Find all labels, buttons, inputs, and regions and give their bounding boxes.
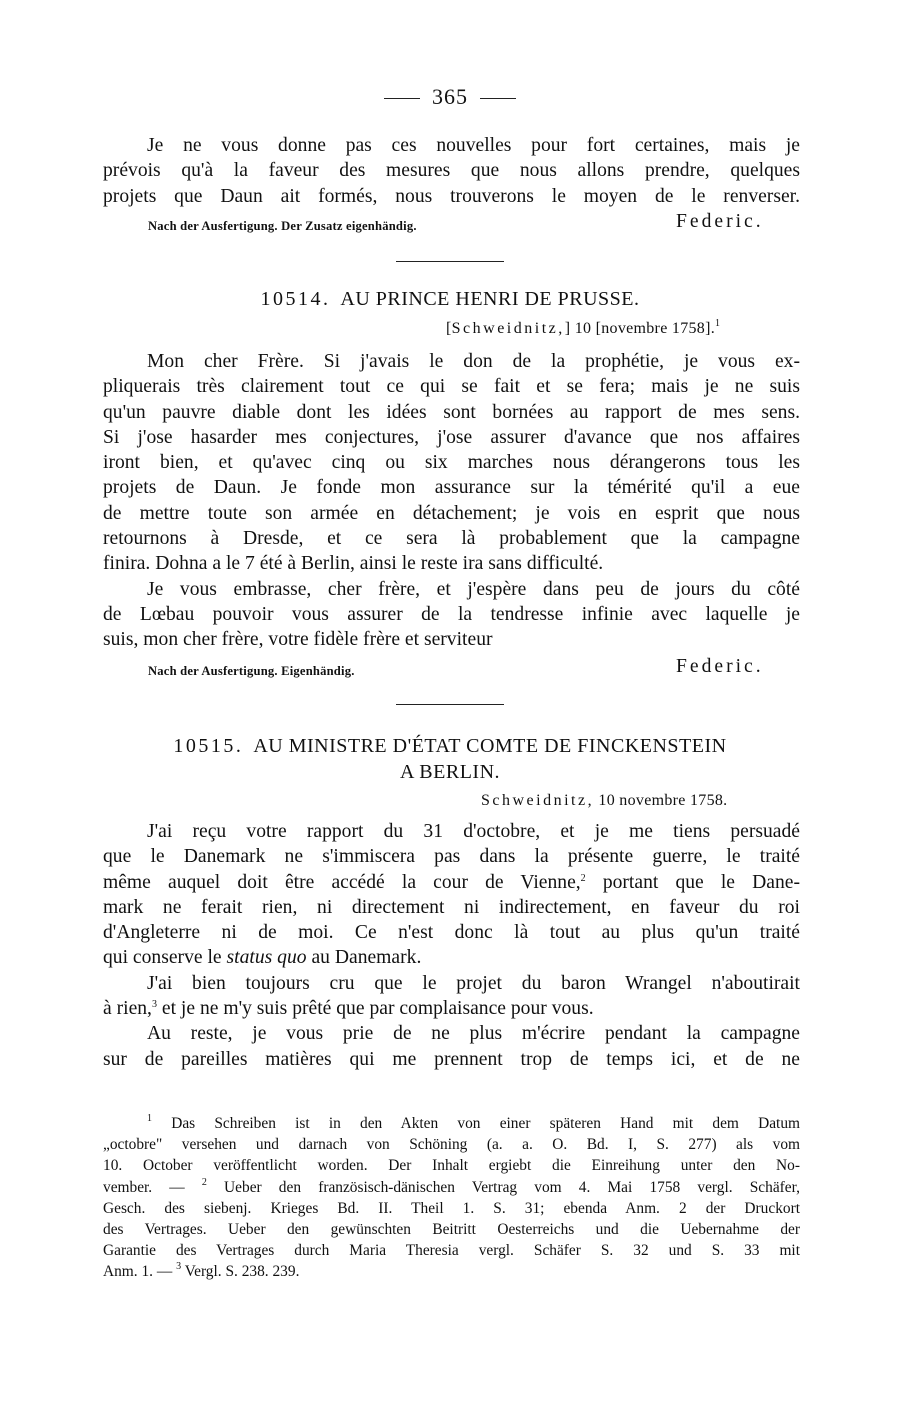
text-line: même auquel doit être accédé la cour de Vienne,$^2$ portant que le Dane- bbox=[103, 871, 800, 893]
page-number-header bbox=[0, 84, 900, 110]
footnote-line: 10. October veröffentlicht worden. Der Inhalt ergiebt die Einreihung unter den No- bbox=[103, 1157, 800, 1175]
text-line: à rien,$^3$ et je ne m'y suis prêté que par complaisance pour vous. bbox=[103, 998, 594, 1020]
text-line: J'ai reçu votre rapport du 31 d'octobre, et je me tiens persuadé bbox=[147, 821, 800, 842]
footnote-ref: 2 bbox=[580, 872, 586, 884]
page-number: 365 bbox=[432, 84, 468, 109]
text-line: sur de pareilles matières qui me prennent trop de temps ici, et de ne bbox=[103, 1048, 800, 1070]
dateline-place: Schweidnitz, bbox=[481, 792, 595, 809]
footnote-ref: 1 bbox=[715, 318, 721, 329]
text-line: mark ne ferait rien, ni directement ni indirectement, en faveur du roi bbox=[103, 896, 800, 918]
footnote-mark: 3 bbox=[176, 1261, 182, 1273]
text-line: finira. Dohna a le 7 été à Berlin, ainsi le reste ira sans difficulté. bbox=[103, 553, 604, 575]
text-line: Je vous embrasse, cher frère, et j'espère dans peu de jours du côté bbox=[147, 578, 800, 600]
text-line: projets que Daun ait formés, nous trouverons le moyen de le renverser. bbox=[103, 185, 800, 207]
italic-phrase: status quo bbox=[226, 947, 307, 969]
footnote-line: Garantie des Vertrages durch Maria Theresia vergl. Schäfer S. 32 und S. 33 mit bbox=[103, 1242, 800, 1260]
letter-heading bbox=[0, 288, 900, 311]
footnotes bbox=[103, 1113, 800, 1283]
text-line: Mon cher Frère. Si j'avais le don de la prophétie, je vous ex- bbox=[147, 351, 800, 372]
footnote-line: vember. — $^2$ Ueber den französisch-dänischen Vertrag vom 4. Mai 1758 vergl. Schäfer, bbox=[103, 1176, 800, 1196]
dateline-place: Schweidnitz, bbox=[451, 320, 565, 337]
footnote-line: Anm. 1. — $^3$ Vergl. S. 238. 239. bbox=[103, 1261, 300, 1281]
text-line: d'Angleterre ni de moi. Ce n'est donc là tout au plus qu'un traité bbox=[103, 922, 800, 944]
footnote-mark: 1 bbox=[147, 1113, 152, 1124]
text-line: Si j'ose hasarder mes conjectures, j'ose assurer d'avance que nos affaires bbox=[103, 426, 800, 448]
text-line: prévois qu'à la faveur des mesures que nous allons prendre, quelques bbox=[103, 160, 800, 182]
footnote-line: des Vertrages. Ueber den gewünschten Beitritt Oesterreichs und die Uebernahme der bbox=[103, 1220, 800, 1238]
text-line: projets de Daun. Je fonde mon assurance sur la témérité qu'il a eue bbox=[103, 477, 800, 499]
text-line: J'ai bien toujours cru que le projet du baron Wrangel n'aboutirait bbox=[147, 972, 800, 994]
text-line: retournons à Dresde, et ce sera là probablement que la campagne bbox=[103, 528, 800, 550]
text-line: de mettre toute son armée en détachement; je vois en esprit que nous bbox=[103, 502, 800, 524]
section-divider bbox=[396, 704, 504, 705]
signature: Federic. bbox=[676, 211, 764, 232]
text-line: que le Danemark ne s'immiscera pas dans la présente guerre, le traité bbox=[103, 846, 800, 868]
text-line: Au reste, je vous prie de ne plus m'écrire pendant la campagne bbox=[147, 1023, 800, 1045]
dateline-date: 10 [novembre 1758]. bbox=[574, 320, 716, 337]
text-line: suis, mon cher frère, votre fidèle frère et serviteur bbox=[103, 629, 493, 651]
left-dash bbox=[384, 98, 420, 99]
footnote-line: $^1$ Das Schreiben ist in den Akten von einer späteren Hand mit dem Datum bbox=[147, 1113, 800, 1132]
letter-heading bbox=[0, 735, 900, 758]
footnote-line: „octobre" versehen und darnach von Schöning (a. a. O. Bd. I, S. 277) als vom bbox=[103, 1136, 800, 1154]
text-line: qui conserve le status quo au Danemark. bbox=[103, 947, 422, 969]
right-dash bbox=[480, 98, 516, 99]
letter-number: 10514. bbox=[260, 288, 331, 310]
dateline-date: 10 novembre 1758. bbox=[598, 792, 728, 809]
dateline bbox=[481, 792, 727, 810]
top-paragraph bbox=[103, 133, 800, 209]
source-note: Nach der Ausfertigung. Eigenhändig. bbox=[148, 664, 355, 678]
letter-number: 10515. bbox=[173, 735, 244, 757]
letter-paragraph bbox=[103, 349, 800, 653]
footnote-ref: 3 bbox=[151, 999, 157, 1011]
letter-heading-line2: A BERLIN. bbox=[399, 761, 501, 783]
text-line: iront bien, et qu'avec cinq ou six marches nous dérangerons tous les bbox=[103, 452, 800, 474]
source-note: Nach der Ausfertigung. Der Zusatz eigenhändig. bbox=[148, 219, 417, 233]
text-line: pliquerais très clairement tout ce qui se fait et se fera; mais je ne suis bbox=[103, 376, 800, 398]
dateline: [Schweidnitz,] 10 [novembre 1758].$^1$ bbox=[446, 318, 721, 337]
footnote-mark: 2 bbox=[201, 1176, 207, 1188]
text-line: de Lœbau pouvoir vous assurer de la tendresse infinie avec laquelle je bbox=[103, 603, 800, 625]
section-divider bbox=[396, 261, 504, 262]
text-line: Je ne vous donne pas ces nouvelles pour fort certaines, mais je bbox=[147, 135, 800, 156]
letter-title: AU PRINCE HENRI DE PRUSSE. bbox=[340, 288, 640, 310]
letter-paragraph bbox=[103, 819, 800, 1072]
text-line: qu'un pauvre diable dont les idées sont bornées au rapport de mes sens. bbox=[103, 401, 800, 423]
footnote-line: Gesch. des siebenj. Krieges Bd. II. Theil 1. S. 31; ebenda Anm. 2 der Druckort bbox=[103, 1199, 800, 1217]
signature: Federic. bbox=[676, 656, 764, 677]
letter-title: AU MINISTRE D'ÉTAT COMTE DE FINCKENSTEIN bbox=[253, 735, 727, 757]
